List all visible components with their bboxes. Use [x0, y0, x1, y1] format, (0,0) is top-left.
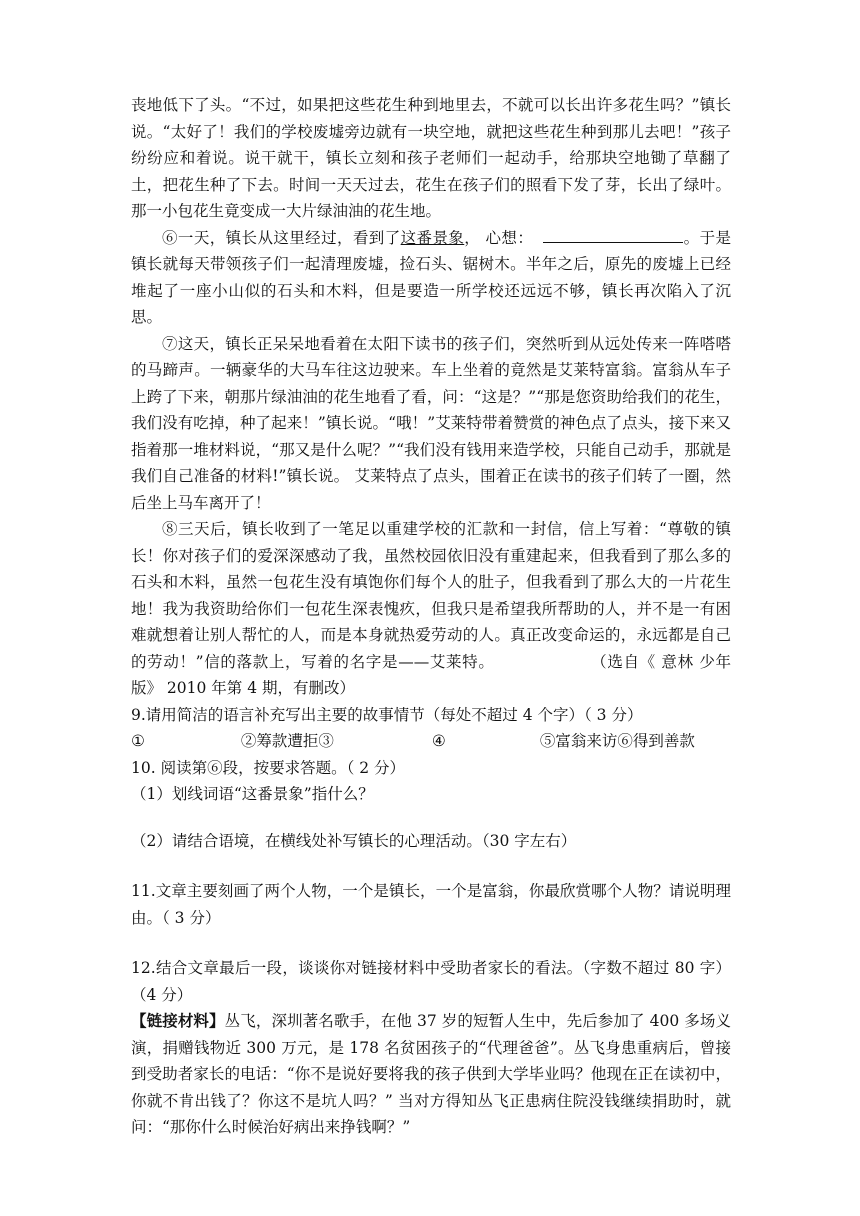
q9-item-4: ④: [431, 732, 446, 750]
paragraph-6-text-c: 于是镇长就每天带领孩子们一起清理废墟，捡石头、锯树木。半年之后，原先的废墟上已经堆起了一座小山似的石头和木料，但是要造一所学校还远远不够，镇长再次陷入了沉思。: [131, 228, 731, 326]
answer-space[interactable]: [131, 931, 731, 955]
answer-space[interactable]: [131, 854, 731, 878]
question-10-2: （2）请结合语境，在横线处补写镇长的心理活动。（30 字左右）: [131, 831, 577, 850]
paragraph-6-text-b: ， 心想：: [464, 228, 534, 247]
q9-item-1: ①: [131, 732, 145, 750]
question-9-items: [131, 728, 731, 755]
question-10: 10. 阅读第⑥段，按要求答题。（ 2 分）: [131, 758, 406, 777]
question-10-1: （1）划线词语“这番景象”指什么？: [131, 785, 374, 803]
paragraph-6-text-a: ⑥一天，镇长从这里经过，看到了: [162, 228, 401, 247]
question-12: 12.结合文章最后一段，谈谈你对链接材料中受助者家长的看法。（字数不超过 80 字）（4 分）: [131, 959, 731, 1004]
question-9: 9.请用简洁的语言补充写出主要的故事情节（每处不超过 4 个字）（ 3 分）: [131, 705, 643, 724]
link-material: [131, 1008, 731, 1141]
exam-page: [131, 92, 731, 1141]
paragraph-5-tail: 丧地低下了头。“不过，如果把这些花生种到地里去，不就可以长出许多花生吗？”镇长说。“太好了！我们的学校废墟旁边就有一块空地，就把这些花生种到那儿去吧！”孩子纷纷应和着说。说干就干，镇长立刻和孩子老师们一起动手，给那块空地锄了草翻了土，把花生种了下去。时间一天天过去，花生在孩子们的照看下发了芽，长出了绿叶。那一小包花生竟变成一大片绿油油的花生地。: [131, 96, 731, 220]
answer-space[interactable]: [131, 808, 731, 828]
paragraph-7: ⑦这天，镇长正呆呆地看着在太阳下读书的孩子们，突然听到从远处传来一阵嗒嗒的马蹄声。一辆豪华的大马车往这边驶来。车上坐着的竟然是艾莱特富翁。富翁从车子上跨了下来，朝那片绿油油的花生地看了看，问：“这是？”“那是您资助给我们的花生，我们没有吃掉，种了起来！”镇长说。“哦！”艾莱特带着赞赏的神色点了点头，接下来又指着那一堆材料说，“那又是什么呢？”“我们没有钱用来造学校，只能自己动手，那就是我们自己准备的材料!”镇长说。 艾莱特点了点头，围着正在读书的孩子们转了一圈，然后坐上马车离开了！: [131, 334, 731, 512]
paragraph-6: [131, 225, 731, 331]
q9-item-5: ⑤富翁来访⑥得到善款: [539, 732, 695, 750]
link-material-label: 【链接材料】: [131, 1011, 225, 1030]
answer-blank-line[interactable]: [543, 225, 683, 243]
underlined-phrase: 这番景象: [400, 228, 465, 247]
q9-item-2: ②筹款遭拒③: [240, 732, 334, 750]
paragraph-8-text: ⑧三天后，镇长收到了一笔足以重建学校的汇款和一封信，信上写着：“尊敬的镇长！你对孩子们的爱深深感动了我，虽然校园依旧没有重建起来，但我看到了那么多的石头和木料，虽然一包花生没有填饱你们每个人的肚子，但我看到了那么大的一片花生地！我为我资助给你们一包花生深表愧疚，但我只是希望我所帮助的人，并不是一有困难就想着让别人帮忙的人，而是本身就热爱劳动的人。真正改变命运的，永远都是自己的劳动！”信的落款上，写着的名字是——艾莱特。: [131, 520, 731, 671]
question-11: 11.文章主要刻画了两个人物，一个是镇长，一个是富翁，你最欣赏哪个人物？请说明理由。（ 3 分）: [131, 882, 731, 927]
paragraph-6-period: 。: [683, 228, 700, 247]
paragraph-8: [131, 516, 731, 702]
link-material-text: 丛飞，深圳著名歌手，在他 37 岁的短暂人生中，先后参加了 400 多场义演，捐赠钱物近 300 万元，是 178 名贫困孩子的“代理爸爸”。丛飞身患重病后，曾接到受助者家长的电话：“你不是说好要将我的孩子供到大学毕业吗？他现在正在读初中，你就不肯出钱了？你这不是坑人吗？” 当对方得知丛飞正患病住院没钱继续捐助时，就问：“那你什么时候治好病出来挣钱啊？”: [131, 1012, 731, 1136]
source-citation: （选自《 意林 少年版》 2010 年第 4 期，有删改）: [131, 652, 731, 697]
